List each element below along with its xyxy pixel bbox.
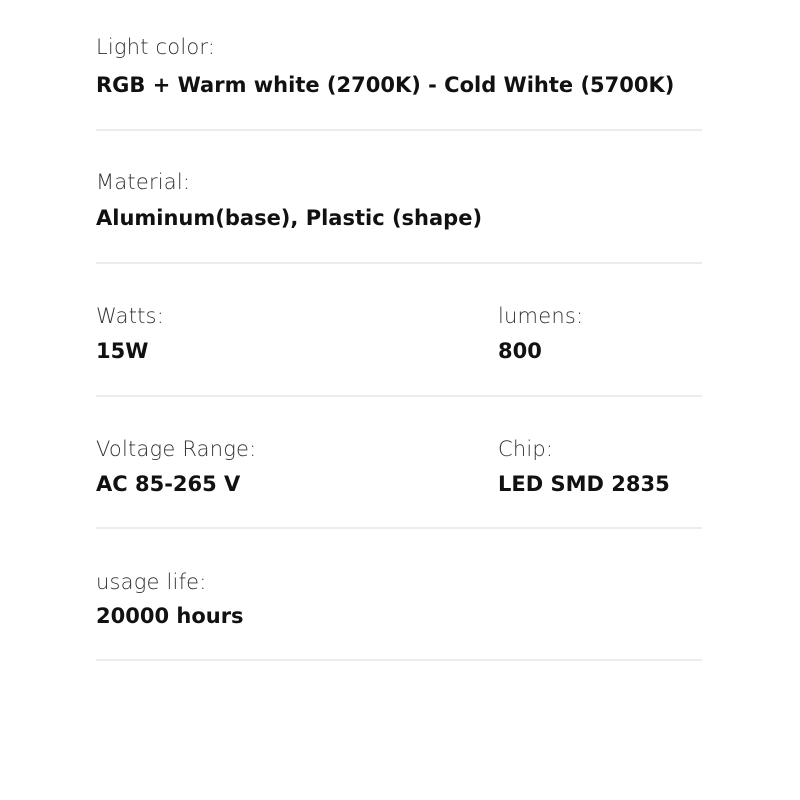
voltage-range-label: Voltage Range: [96,437,257,461]
chip-label: Chip: [498,437,554,461]
watts-value: 15W [96,339,149,363]
chip-value: LED SMD 2835 [498,472,670,496]
light-color-label: Light color: [96,35,216,59]
divider [96,527,702,529]
divider [96,129,702,131]
material-label: Material: [96,170,191,194]
divider [96,659,702,661]
usage-life-label: usage life: [96,570,207,594]
watts-label: Watts: [96,304,164,328]
light-color-value: RGB + Warm white (2700K) - Cold Wihte (5700K) [96,73,675,97]
divider [96,262,702,264]
usage-life-value: 20000 hours [96,604,244,628]
lumens-label: lumens: [498,304,584,328]
divider [96,395,702,397]
material-value: Aluminum(base), Plastic (shape) [96,206,483,230]
lumens-value: 800 [498,339,542,363]
voltage-range-value: AC 85-265 V [96,472,241,496]
